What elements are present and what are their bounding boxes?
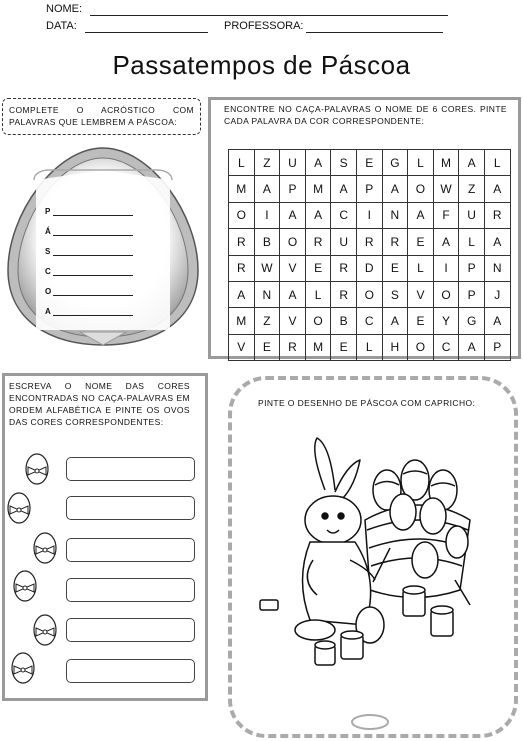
word-search-cell[interactable]: O <box>408 176 434 202</box>
acrostic-instruction: COMPLETE O ACRÓSTICO COM PALAVRAS QUE LEMBREM A PÁSCOA: <box>9 105 194 127</box>
word-search-cell[interactable]: G <box>382 150 408 176</box>
word-search-cell[interactable]: M <box>229 176 255 202</box>
word-search-cell[interactable]: E <box>254 334 280 360</box>
word-search-cell[interactable]: R <box>331 281 357 307</box>
word-search-cell[interactable]: F <box>433 202 459 228</box>
word-search-cell[interactable]: R <box>331 255 357 281</box>
word-search-cell[interactable]: A <box>229 281 255 307</box>
word-search-cell[interactable]: R <box>484 202 510 228</box>
egg-bow-icon <box>32 530 58 564</box>
word-search-cell[interactable]: E <box>408 308 434 334</box>
word-search-cell[interactable]: Y <box>433 308 459 334</box>
acrostic-answer-line[interactable] <box>53 215 133 216</box>
word-search-cell[interactable]: A <box>382 176 408 202</box>
word-search-cell[interactable]: U <box>459 202 485 228</box>
word-search-cell[interactable]: E <box>356 150 382 176</box>
egg-bow-icon <box>24 451 50 485</box>
word-search-cell[interactable]: P <box>356 176 382 202</box>
word-search-cell[interactable]: A <box>459 334 485 360</box>
word-search-cell[interactable]: R <box>229 229 255 255</box>
word-search-cell[interactable]: L <box>356 334 382 360</box>
word-search-cell[interactable]: P <box>459 255 485 281</box>
word-search-cell[interactable]: O <box>229 202 255 228</box>
panel-handle-icon <box>350 712 390 732</box>
word-search-row <box>229 255 511 281</box>
word-search-cell[interactable]: O <box>408 334 434 360</box>
word-search-cell[interactable]: M <box>229 308 255 334</box>
word-search-cell[interactable]: V <box>408 281 434 307</box>
acrostic-answer-line[interactable] <box>53 315 133 316</box>
acrostic-answer-line[interactable] <box>53 255 133 256</box>
word-search-cell[interactable]: B <box>331 308 357 334</box>
word-search-cell[interactable]: J <box>484 281 510 307</box>
word-search-cell[interactable]: W <box>254 255 280 281</box>
word-search-row <box>229 334 511 360</box>
word-search-row <box>229 229 511 255</box>
word-search-instruction: ENCONTRE NO CAÇA-PALAVRAS O NOME DE 6 CORES. PINTE CADA PALAVRA DA COR CORRESPONDENTE: <box>224 104 507 126</box>
word-search-row <box>229 202 511 228</box>
word-search-cell[interactable]: H <box>382 334 408 360</box>
word-search-cell[interactable]: A <box>433 229 459 255</box>
word-search-cell[interactable]: V <box>280 255 306 281</box>
word-search-cell[interactable]: A <box>305 150 331 176</box>
name-label: NOME: <box>46 3 83 15</box>
word-search-cell[interactable]: Z <box>254 308 280 334</box>
word-search-cell[interactable]: L <box>459 229 485 255</box>
word-search-cell[interactable]: A <box>305 202 331 228</box>
color-answer-box[interactable] <box>66 457 195 481</box>
word-search-cell[interactable]: L <box>408 150 434 176</box>
teacher-label: PROFESSORA: <box>224 20 304 32</box>
word-search-cell[interactable]: Z <box>459 176 485 202</box>
word-search-cell[interactable]: V <box>280 308 306 334</box>
acrostic-answer-line[interactable] <box>53 295 133 296</box>
word-search-cell[interactable]: A <box>408 202 434 228</box>
date-field[interactable] <box>85 32 208 33</box>
word-search-cell[interactable]: P <box>459 281 485 307</box>
word-search-cell[interactable]: A <box>280 202 306 228</box>
word-search-cell[interactable]: O <box>280 229 306 255</box>
word-search-cell[interactable]: A <box>280 281 306 307</box>
word-search-cell[interactable]: L <box>305 281 331 307</box>
word-search-cell[interactable]: I <box>356 202 382 228</box>
word-search-row <box>229 281 511 307</box>
word-search-cell[interactable]: Z <box>254 150 280 176</box>
name-field[interactable] <box>90 15 448 16</box>
word-search-cell[interactable]: D <box>356 255 382 281</box>
coloring-instruction: PINTE O DESENHO DE PÁSCOA COM CAPRICHO: <box>258 398 476 408</box>
word-search-row <box>229 176 511 202</box>
word-search-cell[interactable]: O <box>356 281 382 307</box>
word-search-row <box>229 150 511 176</box>
word-search-cell[interactable]: W <box>433 176 459 202</box>
word-search-cell[interactable]: I <box>254 202 280 228</box>
color-answer-box[interactable] <box>66 618 195 642</box>
word-search-cell[interactable]: S <box>382 281 408 307</box>
word-search-cell[interactable]: N <box>382 202 408 228</box>
easter-bunny-drawing <box>255 430 485 670</box>
word-search-cell[interactable]: A <box>484 308 510 334</box>
word-search-cell[interactable]: L <box>229 150 255 176</box>
word-search-cell[interactable]: L <box>484 150 510 176</box>
egg-bow-icon <box>6 490 32 524</box>
word-search-grid <box>228 149 511 361</box>
egg-bow-icon <box>12 568 38 602</box>
word-search-cell[interactable]: E <box>305 255 331 281</box>
egg-bow-icon <box>32 612 58 646</box>
colors-list-instruction: ESCREVA O NOME DAS CORES ENCONTRADAS NO CAÇA-PALAVRAS EM ORDEM ALFABÉTICA E PINTE OS OVOS DAS CORES CORRESPONDENTES: <box>9 381 190 427</box>
word-search-cell[interactable]: R <box>229 255 255 281</box>
word-search-cell[interactable]: M <box>433 150 459 176</box>
word-search-cell[interactable]: M <box>305 334 331 360</box>
word-search-cell[interactable]: A <box>459 150 485 176</box>
egg-bow-icon <box>10 650 36 684</box>
word-search-cell[interactable]: G <box>459 308 485 334</box>
word-search-cell[interactable]: A <box>382 308 408 334</box>
date-label: DATA: <box>46 20 77 32</box>
word-search-row <box>229 308 511 334</box>
word-search-cell[interactable]: V <box>229 334 255 360</box>
word-search-cell[interactable]: O <box>305 308 331 334</box>
word-search-cell[interactable]: R <box>280 334 306 360</box>
acrostic-instruction-box <box>2 98 201 135</box>
word-search-cell[interactable]: C <box>433 334 459 360</box>
word-search-cell[interactable]: O <box>433 281 459 307</box>
acrostic-letter: O <box>45 287 52 296</box>
teacher-field[interactable] <box>306 32 443 33</box>
color-answer-box[interactable] <box>66 659 195 683</box>
page-title: Passatempos de Páscoa <box>112 50 411 80</box>
word-search-cell[interactable]: A <box>254 176 280 202</box>
word-search-cell[interactable]: R <box>356 229 382 255</box>
acrostic-letter: C <box>45 267 51 276</box>
word-search-cell[interactable]: R <box>305 229 331 255</box>
word-search-cell[interactable]: N <box>484 255 510 281</box>
word-search-cell[interactable]: C <box>331 202 357 228</box>
word-search-cell[interactable]: A <box>484 229 510 255</box>
word-search-cell[interactable]: U <box>331 229 357 255</box>
word-search-cell[interactable]: C <box>356 308 382 334</box>
acrostic-letter: A <box>45 307 51 316</box>
color-answer-box[interactable] <box>66 538 195 562</box>
acrostic-letter: Á <box>45 227 51 236</box>
acrostic-letter: S <box>45 247 51 256</box>
easter-egg-frame <box>0 140 206 350</box>
word-search-cell[interactable]: P <box>280 176 306 202</box>
color-answer-box[interactable] <box>66 578 195 602</box>
acrostic-answer-line[interactable] <box>53 275 133 276</box>
word-search-cell[interactable]: U <box>280 150 306 176</box>
word-search-cell[interactable]: A <box>484 176 510 202</box>
word-search-cell[interactable]: E <box>382 255 408 281</box>
word-search-cell[interactable]: R <box>382 229 408 255</box>
word-search-cell[interactable]: L <box>408 255 434 281</box>
word-search-cell[interactable]: A <box>331 176 357 202</box>
word-search-cell[interactable]: E <box>408 229 434 255</box>
acrostic-answer-line[interactable] <box>53 235 133 236</box>
word-search-cell[interactable]: S <box>331 150 357 176</box>
word-search-cell[interactable]: E <box>331 334 357 360</box>
acrostic-letter: P <box>45 207 51 216</box>
word-search-cell[interactable]: I <box>433 255 459 281</box>
color-answer-box[interactable] <box>66 496 195 520</box>
word-search-cell[interactable]: B <box>254 229 280 255</box>
word-search-cell[interactable]: N <box>254 281 280 307</box>
word-search-cell[interactable]: M <box>305 176 331 202</box>
word-search-cell[interactable]: P <box>484 334 510 360</box>
